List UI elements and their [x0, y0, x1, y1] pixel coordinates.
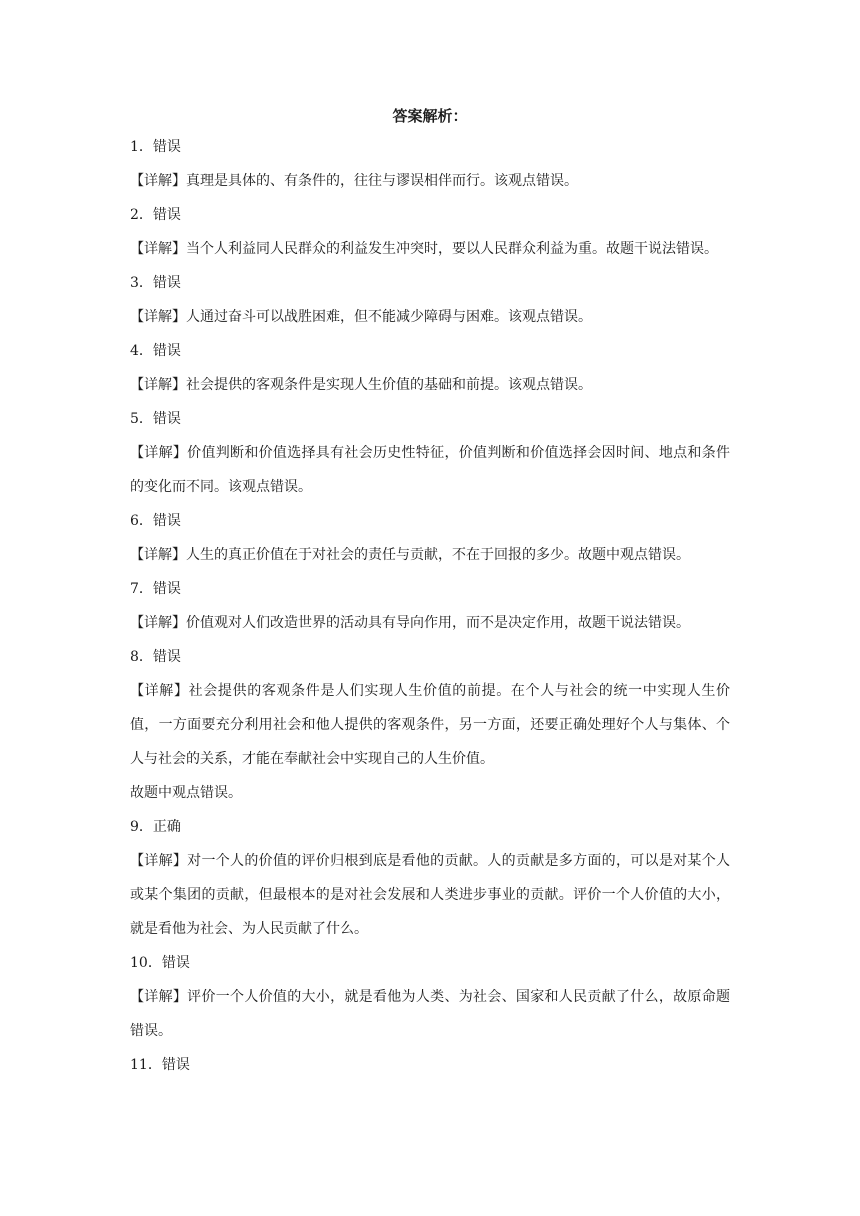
answer-item: [130, 572, 730, 640]
answer-item: [130, 640, 730, 810]
answer-item: [130, 266, 730, 334]
answer-detail: 【详解】价值观对人们改造世界的活动具有导向作用，而不是决定作用，故题干说法错误。: [130, 615, 690, 631]
question-number: 8．错误: [130, 649, 181, 665]
answer-item: [130, 1048, 730, 1082]
answer-detail: 【详解】人生的真正价值在于对社会的责任与贡献，不在于回报的多少。故题中观点错误。: [130, 547, 690, 563]
answer-item: [130, 402, 730, 504]
answer-item: [130, 334, 730, 402]
question-number: 5．错误: [130, 411, 181, 427]
answer-item: [130, 504, 730, 572]
question-number: 9．正确: [130, 819, 181, 835]
question-number: 2．错误: [130, 207, 181, 223]
question-number: 6．错误: [130, 513, 181, 529]
answer-detail: 【详解】对一个人的价值的评价归根到底是看他的贡献。人的贡献是多方面的，可以是对某个人或某个集团的贡献，但最根本的是对社会发展和人类进步事业的贡献。评价一个人价值的大小，就是看他为社会、为人民贡献了什么。: [130, 853, 730, 937]
question-number: 1．错误: [130, 139, 181, 155]
page-title: 答案解析：: [392, 107, 468, 125]
answer-detail: 【详解】真理是具体的、有条件的，往往与谬误相伴而行。该观点错误。: [130, 173, 578, 189]
answer-list: [130, 130, 730, 1082]
question-number: 3．错误: [130, 275, 181, 291]
answer-item: [130, 130, 730, 198]
question-number: 11．错误: [130, 1057, 190, 1073]
answer-conclusion: 故题中观点错误。: [130, 785, 242, 801]
question-number: 10．错误: [130, 955, 190, 971]
answer-item: [130, 946, 730, 1048]
question-number: 7．错误: [130, 581, 181, 597]
answer-detail: 【详解】社会提供的客观条件是人们实现人生价值的前提。在个人与社会的统一中实现人生价值，一方面要充分利用社会和他人提供的客观条件，另一方面，还要正确处理好个人与集体、个人与社会的关系，才能在奉献社会中实现自己的人生价值。: [130, 683, 730, 767]
answer-detail: 【详解】社会提供的客观条件是实现人生价值的基础和前提。该观点错误。: [130, 377, 592, 393]
answer-detail: 【详解】当个人利益同人民群众的利益发生冲突时，要以人民群众利益为重。故题干说法错误。: [130, 241, 718, 257]
answer-detail: 【详解】价值判断和价值选择具有社会历史性特征，价值判断和价值选择会因时间、地点和条件的变化而不同。该观点错误。: [130, 445, 730, 495]
answer-item: [130, 198, 730, 266]
question-number: 4．错误: [130, 343, 181, 359]
answer-detail: 【详解】人通过奋斗可以战胜困难，但不能减少障碍与困难。该观点错误。: [130, 309, 592, 325]
answer-item: [130, 810, 730, 946]
answer-detail: 【详解】评价一个人价值的大小，就是看他为人类、为社会、国家和人民贡献了什么，故原命题错误。: [130, 989, 730, 1039]
